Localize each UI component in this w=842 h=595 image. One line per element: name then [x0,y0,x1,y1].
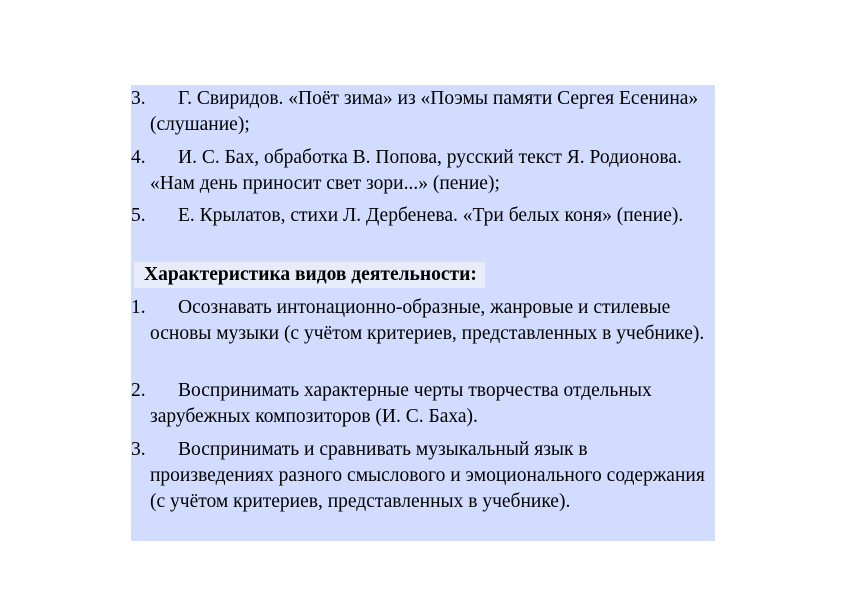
list-item-text: Осознавать интонационно-образные, жанровые и стилевые основы музыки (с учётом критериев, представленных в учебнике). [150,297,705,344]
list-item-number: 5. [131,205,146,226]
works-list-item [131,86,715,138]
list-item-text: Воспринимать характерные черты творчества отдельных зарубежных композиторов (И. С. Баха). [150,380,652,427]
list-item-number: 2. [131,380,146,401]
section-heading [131,262,715,288]
list-item-number: 1. [131,297,146,318]
works-list-item [131,203,715,229]
list-item-text: Г. Свиридов. «Поёт зима» из «Поэмы памяти Сергея Есенина» (слушание); [150,88,699,135]
activities-list-item [131,295,715,347]
list-item-text: Е. Крылатов, стихи Л. Дербенева. «Три белых коня» (пение). [178,205,684,226]
list-item-number: 3. [131,88,146,109]
section-heading-text: Характеристика видов деятельности: [134,262,485,288]
list-item-text: Воспринимать и сравнивать музыкальный язык в произведениях разного смыслового и эмоционального содержания (с учётом критериев, представленных в учебнике). [150,439,705,512]
activities-list-item [131,378,715,430]
list-item-number: 3. [131,439,146,460]
list-item-number: 4. [131,147,146,168]
list-item-text: И. С. Бах, обработка В. Попова, русский текст Я. Родионова. «Нам день приносит свет зори...» (пение); [150,147,682,194]
activities-list-item [131,437,715,515]
works-list-item [131,145,715,197]
